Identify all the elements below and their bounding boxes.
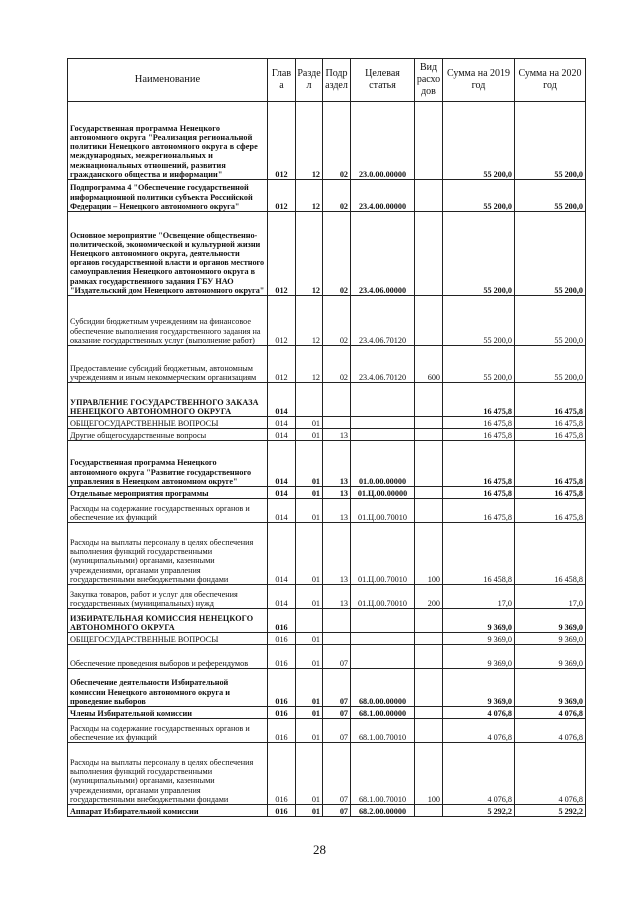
row-glava: 014 xyxy=(268,499,296,523)
row-sum2020: 55 200,0 xyxy=(515,180,586,212)
row-name: Государственная программа Ненецкого автономного округа "Реализация региональной политики Ненецкого автономного округа в сфере международных, межрегиональных и межнациональных отношений, развития гражданского общества и информации" xyxy=(68,102,268,180)
table-header-row xyxy=(68,59,586,102)
row-glava: 012 xyxy=(268,346,296,383)
row-vid: 600 xyxy=(415,346,443,383)
table-row xyxy=(68,585,586,609)
row-sum2019: 5 292,2 xyxy=(443,805,515,817)
table-row xyxy=(68,523,586,585)
row-vid xyxy=(415,180,443,212)
row-vid xyxy=(415,383,443,417)
row-target: 68.1.00.70010 xyxy=(351,719,415,743)
header-vid: Вид расхо дов xyxy=(415,59,443,102)
row-glava: 012 xyxy=(268,180,296,212)
row-sum2019: 55 200,0 xyxy=(443,180,515,212)
row-glava: 014 xyxy=(268,487,296,499)
row-podrazdel: 13 xyxy=(323,487,351,499)
row-sum2020: 16 475,8 xyxy=(515,487,586,499)
row-sum2019: 16 475,8 xyxy=(443,487,515,499)
row-glava: 016 xyxy=(268,645,296,669)
row-razdel: 01 xyxy=(296,707,323,719)
row-vid: 200 xyxy=(415,585,443,609)
row-vid xyxy=(415,645,443,669)
row-target: 68.2.00.00000 xyxy=(351,805,415,817)
row-podrazdel: 07 xyxy=(323,645,351,669)
row-sum2020: 5 292,2 xyxy=(515,805,586,817)
row-razdel: 01 xyxy=(296,523,323,585)
row-podrazdel: 13 xyxy=(323,499,351,523)
row-glava: 014 xyxy=(268,441,296,487)
row-podrazdel: 07 xyxy=(323,719,351,743)
row-target xyxy=(351,609,415,633)
row-razdel: 01 xyxy=(296,585,323,609)
row-razdel: 12 xyxy=(296,102,323,180)
row-name: Государственная программа Ненецкого автономного округа "Развитие государственного управления в Ненецком автономном округе" xyxy=(68,441,268,487)
table-row xyxy=(68,609,586,633)
table-row xyxy=(68,212,586,296)
row-target: 68.1.00.00000 xyxy=(351,707,415,719)
table-row xyxy=(68,441,586,487)
table-row xyxy=(68,487,586,499)
row-glava: 016 xyxy=(268,669,296,707)
row-name: Субсидии бюджетным учреждениям на финансовое обеспечение выполнения государственного задания на оказание государственных услуг (выполнение работ) xyxy=(68,296,268,346)
row-razdel: 01 xyxy=(296,805,323,817)
row-podrazdel xyxy=(323,417,351,429)
row-target xyxy=(351,645,415,669)
row-sum2019: 55 200,0 xyxy=(443,102,515,180)
row-glava: 016 xyxy=(268,633,296,645)
table-row xyxy=(68,102,586,180)
row-vid xyxy=(415,609,443,633)
row-sum2019: 16 475,8 xyxy=(443,429,515,441)
row-sum2020: 55 200,0 xyxy=(515,346,586,383)
row-sum2019: 17,0 xyxy=(443,585,515,609)
row-vid xyxy=(415,633,443,645)
row-vid xyxy=(415,441,443,487)
row-target: 01.Ц.00.00000 xyxy=(351,487,415,499)
row-podrazdel: 02 xyxy=(323,212,351,296)
row-razdel: 01 xyxy=(296,441,323,487)
row-glava: 016 xyxy=(268,609,296,633)
row-name: Члены Избирательной комиссии xyxy=(68,707,268,719)
row-vid: 100 xyxy=(415,743,443,805)
row-glava: 012 xyxy=(268,102,296,180)
row-razdel xyxy=(296,609,323,633)
row-sum2020: 55 200,0 xyxy=(515,102,586,180)
row-target: 23.4.06.00000 xyxy=(351,212,415,296)
row-glava: 012 xyxy=(268,296,296,346)
row-vid xyxy=(415,429,443,441)
row-name: Другие общегосударственные вопросы xyxy=(68,429,268,441)
row-sum2020: 17,0 xyxy=(515,585,586,609)
row-target: 23.4.06.70120 xyxy=(351,346,415,383)
row-vid xyxy=(415,212,443,296)
row-sum2019: 4 076,8 xyxy=(443,707,515,719)
row-glava: 012 xyxy=(268,212,296,296)
row-name: ОБЩЕГОСУДАРСТВЕННЫЕ ВОПРОСЫ xyxy=(68,417,268,429)
row-podrazdel: 13 xyxy=(323,523,351,585)
row-podrazdel: 13 xyxy=(323,429,351,441)
row-name: Основное мероприятие "Освещение общественно-политической, экономической и культурной жизни Ненецкого автономного округа, деятельности органов государственной власти и органов местного самоуправления Ненецкого автономного округа в рамках государственного задания ГБУ НАО "Издательский дом Ненецкого автономного округа" xyxy=(68,212,268,296)
header-podrazdel: Подр аздел xyxy=(323,59,351,102)
row-vid xyxy=(415,669,443,707)
row-sum2019: 16 475,8 xyxy=(443,441,515,487)
row-podrazdel: 07 xyxy=(323,743,351,805)
row-glava: 016 xyxy=(268,743,296,805)
row-name: Обеспечение деятельности Избирательной комиссии Ненецкого автономного округа и проведение выборов xyxy=(68,669,268,707)
row-sum2019: 16 475,8 xyxy=(443,383,515,417)
row-name: Отдельные мероприятия программы xyxy=(68,487,268,499)
row-glava: 014 xyxy=(268,523,296,585)
row-sum2019: 55 200,0 xyxy=(443,346,515,383)
row-vid xyxy=(415,719,443,743)
row-podrazdel: 02 xyxy=(323,180,351,212)
table-row xyxy=(68,180,586,212)
table-row xyxy=(68,707,586,719)
table-row xyxy=(68,346,586,383)
row-name: ОБЩЕГОСУДАРСТВЕННЫЕ ВОПРОСЫ xyxy=(68,633,268,645)
row-sum2019: 9 369,0 xyxy=(443,609,515,633)
row-podrazdel xyxy=(323,383,351,417)
row-podrazdel: 02 xyxy=(323,296,351,346)
row-podrazdel xyxy=(323,609,351,633)
row-razdel: 12 xyxy=(296,212,323,296)
page-number: 28 xyxy=(313,842,326,857)
row-sum2019: 4 076,8 xyxy=(443,719,515,743)
row-razdel: 01 xyxy=(296,645,323,669)
row-target: 01.Ц.00.70010 xyxy=(351,585,415,609)
row-vid xyxy=(415,296,443,346)
row-sum2020: 9 369,0 xyxy=(515,669,586,707)
row-sum2019: 9 369,0 xyxy=(443,669,515,707)
row-glava: 016 xyxy=(268,719,296,743)
row-sum2019: 16 475,8 xyxy=(443,499,515,523)
row-sum2020: 55 200,0 xyxy=(515,296,586,346)
row-podrazdel: 07 xyxy=(323,707,351,719)
row-razdel: 12 xyxy=(296,296,323,346)
row-target: 23.4.00.00000 xyxy=(351,180,415,212)
table-row xyxy=(68,429,586,441)
row-razdel: 01 xyxy=(296,429,323,441)
row-podrazdel: 13 xyxy=(323,441,351,487)
row-target: 01.Ц.00.70010 xyxy=(351,523,415,585)
row-razdel: 01 xyxy=(296,499,323,523)
row-vid xyxy=(415,805,443,817)
row-sum2020: 9 369,0 xyxy=(515,645,586,669)
table-row xyxy=(68,633,586,645)
row-podrazdel: 07 xyxy=(323,669,351,707)
row-podrazdel: 07 xyxy=(323,805,351,817)
row-name: Расходы на содержание государственных органов и обеспечение их функций xyxy=(68,719,268,743)
table-row xyxy=(68,719,586,743)
row-target xyxy=(351,417,415,429)
row-sum2019: 9 369,0 xyxy=(443,645,515,669)
row-razdel xyxy=(296,383,323,417)
table-row xyxy=(68,669,586,707)
row-sum2020: 9 369,0 xyxy=(515,609,586,633)
row-podrazdel: 02 xyxy=(323,346,351,383)
row-sum2019: 55 200,0 xyxy=(443,296,515,346)
row-razdel: 01 xyxy=(296,487,323,499)
row-name: Закупка товаров, работ и услуг для обеспечения государственных (муниципальных) нужд xyxy=(68,585,268,609)
row-podrazdel xyxy=(323,633,351,645)
table-row xyxy=(68,645,586,669)
row-glava: 014 xyxy=(268,417,296,429)
row-glava: 016 xyxy=(268,707,296,719)
row-sum2019: 9 369,0 xyxy=(443,633,515,645)
table-row xyxy=(68,383,586,417)
row-razdel: 01 xyxy=(296,669,323,707)
row-razdel: 01 xyxy=(296,743,323,805)
row-sum2020: 16 475,8 xyxy=(515,499,586,523)
row-name: Расходы на содержание государственных органов и обеспечение их функций xyxy=(68,499,268,523)
row-name: Расходы на выплаты персоналу в целях обеспечения выполнения функций государственными (муниципальными) органами, казенными учреждениями, органами управления государственными внебюджетными фондами xyxy=(68,523,268,585)
row-podrazdel: 02 xyxy=(323,102,351,180)
row-glava: 014 xyxy=(268,383,296,417)
row-razdel: 12 xyxy=(296,346,323,383)
row-target: 23.4.06.70120 xyxy=(351,296,415,346)
row-glava: 014 xyxy=(268,585,296,609)
row-target: 23.0.00.00000 xyxy=(351,102,415,180)
row-vid: 100 xyxy=(415,523,443,585)
row-vid xyxy=(415,499,443,523)
row-sum2019: 55 200,0 xyxy=(443,212,515,296)
row-sum2020: 16 475,8 xyxy=(515,383,586,417)
header-sum2020: Сумма на 2020 год xyxy=(515,59,586,102)
row-vid xyxy=(415,487,443,499)
row-name: УПРАВЛЕНИЕ ГОСУДАРСТВЕННОГО ЗАКАЗА НЕНЕЦКОГО АВТОНОМНОГО ОКРУГА xyxy=(68,383,268,417)
row-name: Расходы на выплаты персоналу в целях обеспечения выполнения функций государственными (муниципальными) органами, казенными учреждениями, органами управления государственными внебюджетными фондами xyxy=(68,743,268,805)
table-row xyxy=(68,296,586,346)
header-target: Целевая статья xyxy=(351,59,415,102)
row-vid xyxy=(415,417,443,429)
row-sum2019: 4 076,8 xyxy=(443,743,515,805)
row-razdel: 12 xyxy=(296,180,323,212)
row-podrazdel: 13 xyxy=(323,585,351,609)
table-row xyxy=(68,805,586,817)
row-name: Предоставление субсидий бюджетным, автономным учреждениям и иным некоммерческим организациям xyxy=(68,346,268,383)
row-sum2020: 4 076,8 xyxy=(515,743,586,805)
row-name: Подпрограмма 4 "Обеспечение государственной информационной политики субъекта Российской Федерации – Ненецкого автономного округа" xyxy=(68,180,268,212)
row-glava: 014 xyxy=(268,429,296,441)
header-razdel: Разде л xyxy=(296,59,323,102)
header-sum2019: Сумма на 2019 год xyxy=(443,59,515,102)
row-target: 01.0.00.00000 xyxy=(351,441,415,487)
row-name: ИЗБИРАТЕЛЬНАЯ КОМИССИЯ НЕНЕЦКОГО АВТОНОМНОГО ОКРУГА xyxy=(68,609,268,633)
table-row xyxy=(68,743,586,805)
budget-table xyxy=(67,58,586,817)
table-row xyxy=(68,499,586,523)
table-row xyxy=(68,417,586,429)
row-target xyxy=(351,429,415,441)
row-vid xyxy=(415,102,443,180)
row-sum2020: 4 076,8 xyxy=(515,719,586,743)
row-razdel: 01 xyxy=(296,417,323,429)
row-sum2020: 4 076,8 xyxy=(515,707,586,719)
row-razdel: 01 xyxy=(296,633,323,645)
row-glava: 016 xyxy=(268,805,296,817)
row-target: 68.0.00.00000 xyxy=(351,669,415,707)
header-glava: Глав а xyxy=(268,59,296,102)
row-sum2020: 16 475,8 xyxy=(515,417,586,429)
row-name: Аппарат Избирательной комиссии xyxy=(68,805,268,817)
row-target xyxy=(351,383,415,417)
row-sum2020: 9 369,0 xyxy=(515,633,586,645)
row-vid xyxy=(415,707,443,719)
row-sum2020: 16 475,8 xyxy=(515,429,586,441)
row-target: 68.1.00.70010 xyxy=(351,743,415,805)
header-name: Наименование xyxy=(68,59,268,102)
row-sum2020: 16 458,8 xyxy=(515,523,586,585)
row-name: Обеспечение проведения выборов и референдумов xyxy=(68,645,268,669)
row-target xyxy=(351,633,415,645)
row-sum2020: 16 475,8 xyxy=(515,441,586,487)
row-sum2019: 16 475,8 xyxy=(443,417,515,429)
row-sum2019: 16 458,8 xyxy=(443,523,515,585)
row-target: 01.Ц.00.70010 xyxy=(351,499,415,523)
row-sum2020: 55 200,0 xyxy=(515,212,586,296)
row-razdel: 01 xyxy=(296,719,323,743)
